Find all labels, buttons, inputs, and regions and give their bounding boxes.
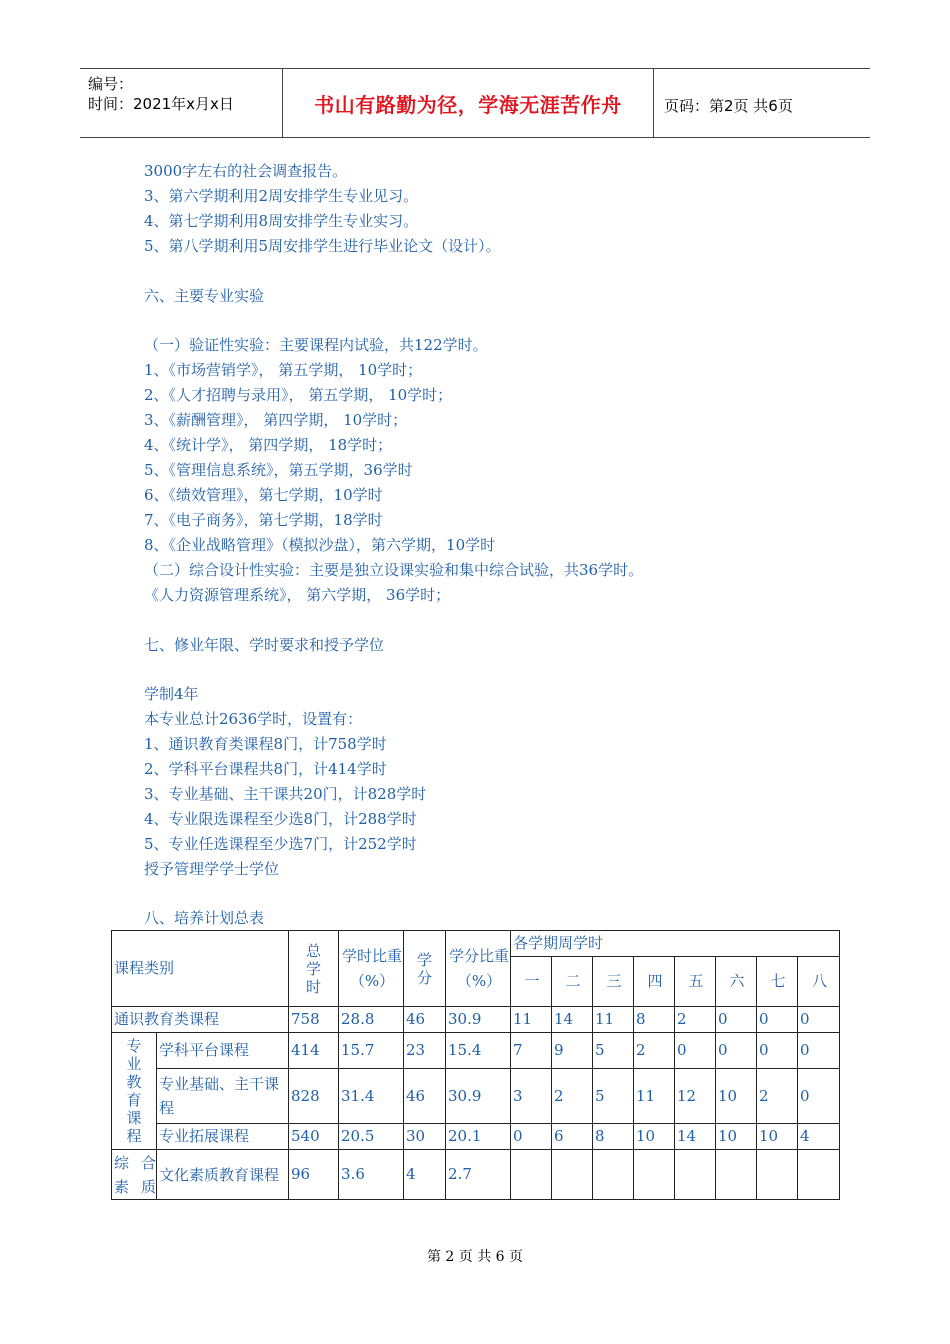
table-cell: 7 bbox=[511, 1033, 552, 1069]
table-cell: 4 bbox=[404, 1150, 446, 1200]
text-line: 授予管理学学士学位 bbox=[144, 860, 280, 878]
table-cell: 3 bbox=[511, 1069, 552, 1124]
table-cell: 20.5 bbox=[339, 1124, 404, 1150]
table-cell: 0 bbox=[675, 1033, 716, 1069]
empty-cell bbox=[716, 1150, 757, 1200]
table-row bbox=[112, 1124, 840, 1150]
major-group-label: 专业教育课程 bbox=[112, 1033, 157, 1150]
table-cell: 15.7 bbox=[339, 1033, 404, 1069]
table-cell: 0 bbox=[716, 1033, 757, 1069]
semester-header: 四 bbox=[634, 957, 675, 1007]
table-cell: 31.4 bbox=[339, 1069, 404, 1124]
semester-header: 二 bbox=[552, 957, 593, 1007]
table-cell: 30.9 bbox=[446, 1069, 511, 1124]
section-heading: 六、主要专业实验 bbox=[144, 287, 265, 305]
table-cell: 2.7 bbox=[446, 1150, 511, 1200]
header-meta bbox=[80, 69, 283, 137]
header-credit-ratio: 学分比重（%） bbox=[446, 931, 511, 1007]
table-cell: 540 bbox=[289, 1124, 339, 1150]
text-line: 5、专业任选课程至少选7门，计252学时 bbox=[144, 835, 417, 853]
text-line: 3、《薪酬管理》， 第四学期， 10学时； bbox=[144, 411, 408, 429]
header-motto-cell bbox=[283, 69, 654, 137]
text-line: 3、第六学期利用2周安排学生专业见习。 bbox=[144, 187, 419, 205]
table-cell: 10 bbox=[757, 1124, 798, 1150]
semester-header: 一 bbox=[511, 957, 552, 1007]
table-cell: 2 bbox=[675, 1007, 716, 1033]
text-line: 4、《统计学》， 第四学期， 18学时； bbox=[144, 436, 393, 454]
text-line: 2、《人才招聘与录用》， 第五学期， 10学时； bbox=[144, 386, 453, 404]
table-cell: 11 bbox=[634, 1069, 675, 1124]
header-hours-ratio: 学时比重（%） bbox=[339, 931, 404, 1007]
text-line: 7、《电子商务》，第七学期，18学时 bbox=[144, 511, 383, 529]
table-row bbox=[112, 1150, 840, 1200]
empty-cell bbox=[634, 1150, 675, 1200]
table-cell: 10 bbox=[634, 1124, 675, 1150]
section-heading: 七、修业年限、学时要求和授予学位 bbox=[144, 636, 385, 654]
table-cell: 15.4 bbox=[446, 1033, 511, 1069]
table-cell: 11 bbox=[593, 1007, 634, 1033]
quality-group-label: 综合素质 bbox=[112, 1150, 157, 1200]
table-cell: 30.9 bbox=[446, 1007, 511, 1033]
table-cell: 46 bbox=[404, 1069, 446, 1124]
table-cell: 6 bbox=[552, 1124, 593, 1150]
text-line: 6、《绩效管理》，第七学期，10学时 bbox=[144, 486, 383, 504]
table-cell: 30 bbox=[404, 1124, 446, 1150]
table-cell: 5 bbox=[593, 1069, 634, 1124]
table-cell: 4 bbox=[798, 1124, 840, 1150]
semester-header: 八 bbox=[798, 957, 840, 1007]
text-line: 3000字左右的社会调查报告。 bbox=[144, 162, 348, 180]
empty-cell bbox=[552, 1150, 593, 1200]
row-label: 学科平台课程 bbox=[157, 1033, 289, 1069]
table-cell: 2 bbox=[634, 1033, 675, 1069]
text-line: 5、《管理信息系统》，第五学期，36学时 bbox=[144, 461, 413, 479]
text-line: 本专业总计2636学时，设置有： bbox=[144, 710, 363, 728]
table-cell: 11 bbox=[511, 1007, 552, 1033]
empty-cell bbox=[675, 1150, 716, 1200]
text-line: （二）综合设计性实验：主要是独立设课实验和集中综合试验，共36学时。 bbox=[144, 561, 644, 579]
table-cell: 12 bbox=[675, 1069, 716, 1124]
text-line: （一）验证性实验：主要课程内试验，共122学时。 bbox=[144, 336, 488, 354]
empty-cell bbox=[798, 1150, 840, 1200]
table-cell: 2 bbox=[552, 1069, 593, 1124]
table-cell: 0 bbox=[716, 1007, 757, 1033]
row-label: 专业基础、主干课程 bbox=[157, 1069, 289, 1124]
table-cell: 0 bbox=[798, 1033, 840, 1069]
empty-cell bbox=[593, 1150, 634, 1200]
semester-header: 五 bbox=[675, 957, 716, 1007]
page-indicator: 页码：第2页 共6页 bbox=[664, 97, 793, 115]
text-line: 1、《市场营销学》， 第五学期， 10学时； bbox=[144, 361, 423, 379]
row-label: 文化素质教育课程 bbox=[157, 1150, 289, 1200]
empty-cell bbox=[757, 1150, 798, 1200]
table-row bbox=[112, 1069, 840, 1124]
semester-header: 七 bbox=[757, 957, 798, 1007]
table-cell: 828 bbox=[289, 1069, 339, 1124]
text-line: 《人力资源管理系统》， 第六学期， 36学时； bbox=[144, 586, 451, 604]
table-cell: 20.1 bbox=[446, 1124, 511, 1150]
table-row bbox=[112, 1033, 840, 1069]
text-line: 学制4年 bbox=[144, 685, 199, 703]
text-line: 1、通识教育类课程8门，计758学时 bbox=[144, 735, 387, 753]
table-cell: 8 bbox=[593, 1124, 634, 1150]
motto: 书山有路勤为径，学海无涯苦作舟 bbox=[314, 92, 622, 117]
header-total-hours: 总学时 bbox=[289, 931, 339, 1007]
table-cell: 46 bbox=[404, 1007, 446, 1033]
table-cell: 758 bbox=[289, 1007, 339, 1033]
table-cell: 96 bbox=[289, 1150, 339, 1200]
table-cell: 0 bbox=[511, 1124, 552, 1150]
table-cell: 0 bbox=[798, 1069, 840, 1124]
text-line: 4、专业限选课程至少选8门，计288学时 bbox=[144, 810, 417, 828]
table-cell: 14 bbox=[552, 1007, 593, 1033]
table-cell: 0 bbox=[757, 1007, 798, 1033]
text-line: 3、专业基础、主干课共20门，计828学时 bbox=[144, 785, 427, 803]
text-line: 8、《企业战略管理》（模拟沙盘），第六学期，10学时 bbox=[144, 536, 496, 554]
table-cell: 8 bbox=[634, 1007, 675, 1033]
text-line: 2、学科平台课程共8门，计414学时 bbox=[144, 760, 387, 778]
semester-header: 三 bbox=[593, 957, 634, 1007]
page-header bbox=[80, 68, 870, 138]
training-plan-table bbox=[111, 930, 840, 1200]
section-heading: 八、培养计划总表 bbox=[144, 909, 265, 927]
empty-cell bbox=[511, 1150, 552, 1200]
semester-header: 六 bbox=[716, 957, 757, 1007]
table-cell: 3.6 bbox=[339, 1150, 404, 1200]
table-cell: 0 bbox=[757, 1033, 798, 1069]
table-cell: 10 bbox=[716, 1069, 757, 1124]
doc-date: 时间：2021年x月x日 bbox=[88, 95, 234, 113]
table-cell: 9 bbox=[552, 1033, 593, 1069]
table-cell: 23 bbox=[404, 1033, 446, 1069]
table-cell: 5 bbox=[593, 1033, 634, 1069]
header-weekly-hours: 各学期周学时 bbox=[511, 931, 840, 957]
table-cell: 28.8 bbox=[339, 1007, 404, 1033]
table-cell: 0 bbox=[798, 1007, 840, 1033]
table-row bbox=[112, 1007, 840, 1033]
header-credits: 学分 bbox=[404, 931, 446, 1007]
page-footer: 第 2 页 共 6 页 bbox=[426, 1249, 524, 1265]
row-label: 通识教育类课程 bbox=[112, 1007, 289, 1033]
row-label: 专业拓展课程 bbox=[157, 1124, 289, 1150]
text-line: 5、第八学期利用5周安排学生进行毕业论文（设计）。 bbox=[144, 237, 501, 255]
table-cell: 10 bbox=[716, 1124, 757, 1150]
header-category: 课程类别 bbox=[112, 931, 289, 1007]
doc-number: 编号： bbox=[88, 75, 134, 93]
text-line: 4、第七学期利用8周安排学生专业实习。 bbox=[144, 212, 419, 230]
table-cell: 414 bbox=[289, 1033, 339, 1069]
table-cell: 14 bbox=[675, 1124, 716, 1150]
table-cell: 2 bbox=[757, 1069, 798, 1124]
